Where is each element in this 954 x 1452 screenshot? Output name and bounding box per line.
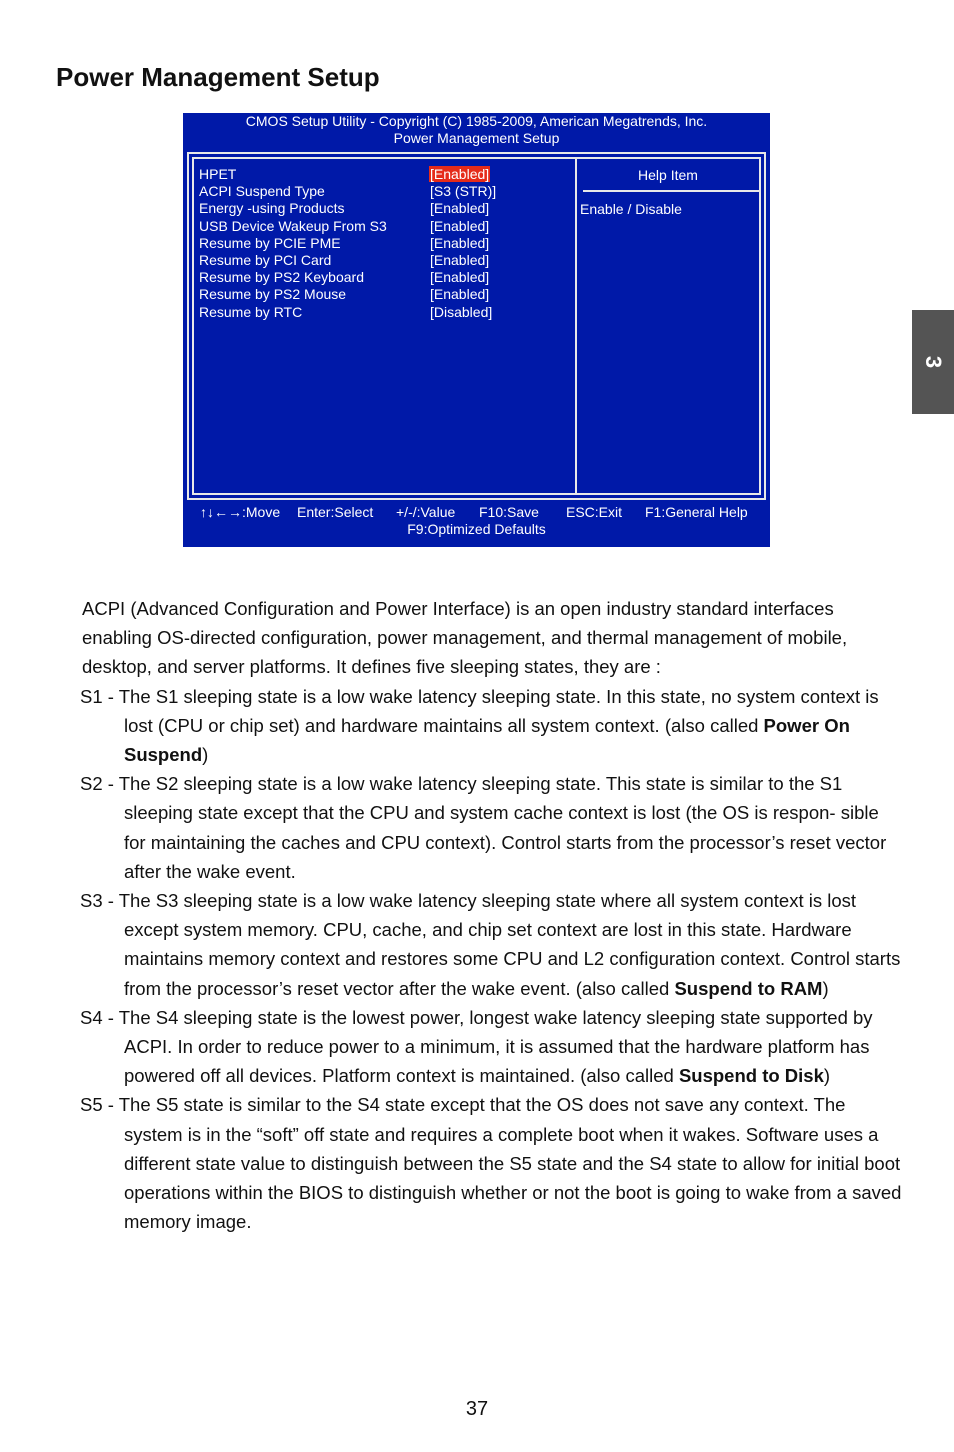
panel-divider [575,159,577,493]
s3-term: Suspend to RAM [674,977,823,999]
setting-row-resume-pci-card[interactable] [199,252,569,269]
bios-frame [187,152,766,500]
body-text [80,594,904,1236]
help-separator [583,190,759,192]
setting-label: Resume by PS2 Mouse [199,286,347,303]
setting-row-acpi-suspend-type[interactable] [199,183,569,200]
chapter-tab [912,310,954,414]
setting-row-resume-rtc[interactable] [199,304,569,321]
help-title: Help Item [638,167,698,183]
state-s3: S3 - The S3 sleeping state is a low wake latency sleeping state where all system context is lost except system memory. CPU, cache, and chip set context are lost in this state. Hardware maintains memory context and restores some CPU and L2 configuration context. Control starts from the processor’s reset vector after the wake event. (also called Suspend to RAM) [80,890,901,999]
help-text: Enable / Disable [580,201,682,217]
setting-value[interactable]: [Enabled] [430,251,490,268]
setting-row-hpet[interactable] [199,166,569,183]
chapter-number: 3 [921,355,946,369]
bios-screenshot [183,113,770,547]
setting-label: Energy -using Products [199,200,345,217]
setting-row-resume-pcie-pme[interactable] [199,235,569,252]
key-hint-select: Enter:Select [297,504,374,520]
setting-label: Resume by PS2 Keyboard [199,269,364,286]
setting-row-resume-ps2-mouse[interactable] [199,286,569,303]
state-s5: S5 - The S5 state is similar to the S4 state except that the OS does not save any context. The system is in the “soft” off state and requires a complete boot when it wakes. Software uses a different state value to distinguish between the S5 state and the S4 state to allow for initial boot operations within the BIOS to distinguish whether or not the boot is going to wake from a saved memory image. [80,1094,902,1233]
settings-list [199,166,569,321]
key-hint-save: F10:Save [479,504,539,520]
setting-label: HPET [199,166,237,182]
bios-header [183,113,770,147]
intro-paragraph: ACPI (Advanced Configuration and Power Interface) is an open industry standard interfaces enabling OS-directed configuration, power management, and thermal management of mobile, desktop, and server platforms. It defines five sleeping states, they are : [82,598,848,678]
state-s2: S2 - The S2 sleeping state is a low wake latency sleeping state. This state is similar to the S1 sleeping state except that the CPU and system cache context is lost (the OS is respon- sible for maintaining the caches and CPU context). Control starts from the processor’s reset vector after the wake event. [80,773,887,882]
setting-value[interactable]: [Enabled] [430,269,490,286]
setting-value[interactable]: [Enabled] [430,234,490,251]
setting-value-selected[interactable]: [Enabled] [430,166,490,182]
key-hint-move: ↑↓←→:Move [200,504,281,520]
setting-label: USB Device Wakeup From S3 [199,217,387,234]
setting-value[interactable]: [S3 (STR)] [430,183,497,200]
setting-row-usb-wakeup[interactable] [199,218,569,235]
bios-footer [183,504,770,538]
s1-term: Power On Suspend [124,714,850,766]
setting-row-resume-ps2-keyboard[interactable] [199,269,569,286]
setting-value[interactable]: [Enabled] [430,217,490,234]
bios-header-copyright: CMOS Setup Utility - Copyright (C) 1985-2009, American Megatrends, Inc. [245,113,708,129]
state-s4: S4 - The S4 sleeping state is the lowest power, longest wake latency sleeping state supported by ACPI. In order to reduce power to a minimum, it is assumed that the hardware platform has powered off all devices. Platform context is maintained. (also called Suspend to Disk) [80,1006,873,1087]
setting-label: Resume by PCIE PME [199,234,341,251]
key-hint-defaults: F9:Optimized Defaults [407,521,546,537]
setting-label: Resume by PCI Card [199,251,332,268]
state-s1: S1 - The S1 sleeping state is a low wake latency sleeping state. In this state, no system context is lost (CPU or chip set) and hardware maintains all system context. (also called Power On Suspend) [80,685,879,766]
s4-term: Suspend to Disk [678,1065,824,1087]
key-hint-value: +/-/:Value [396,504,456,520]
page-title: Power Management Setup [56,62,380,92]
page-number: 37 [465,1398,489,1420]
setting-row-energy-using-products[interactable] [199,200,569,217]
bios-inner-frame [192,157,761,495]
key-hint-exit: ESC:Exit [566,504,623,520]
setting-label: Resume by RTC [199,303,303,320]
setting-value[interactable]: [Enabled] [430,200,490,217]
bios-header-page: Power Management Setup [393,130,560,146]
setting-value[interactable]: [Enabled] [430,286,490,303]
setting-value[interactable]: [Disabled] [430,303,493,320]
key-hint-help: F1:General Help [645,504,748,520]
setting-label: ACPI Suspend Type [199,183,325,200]
